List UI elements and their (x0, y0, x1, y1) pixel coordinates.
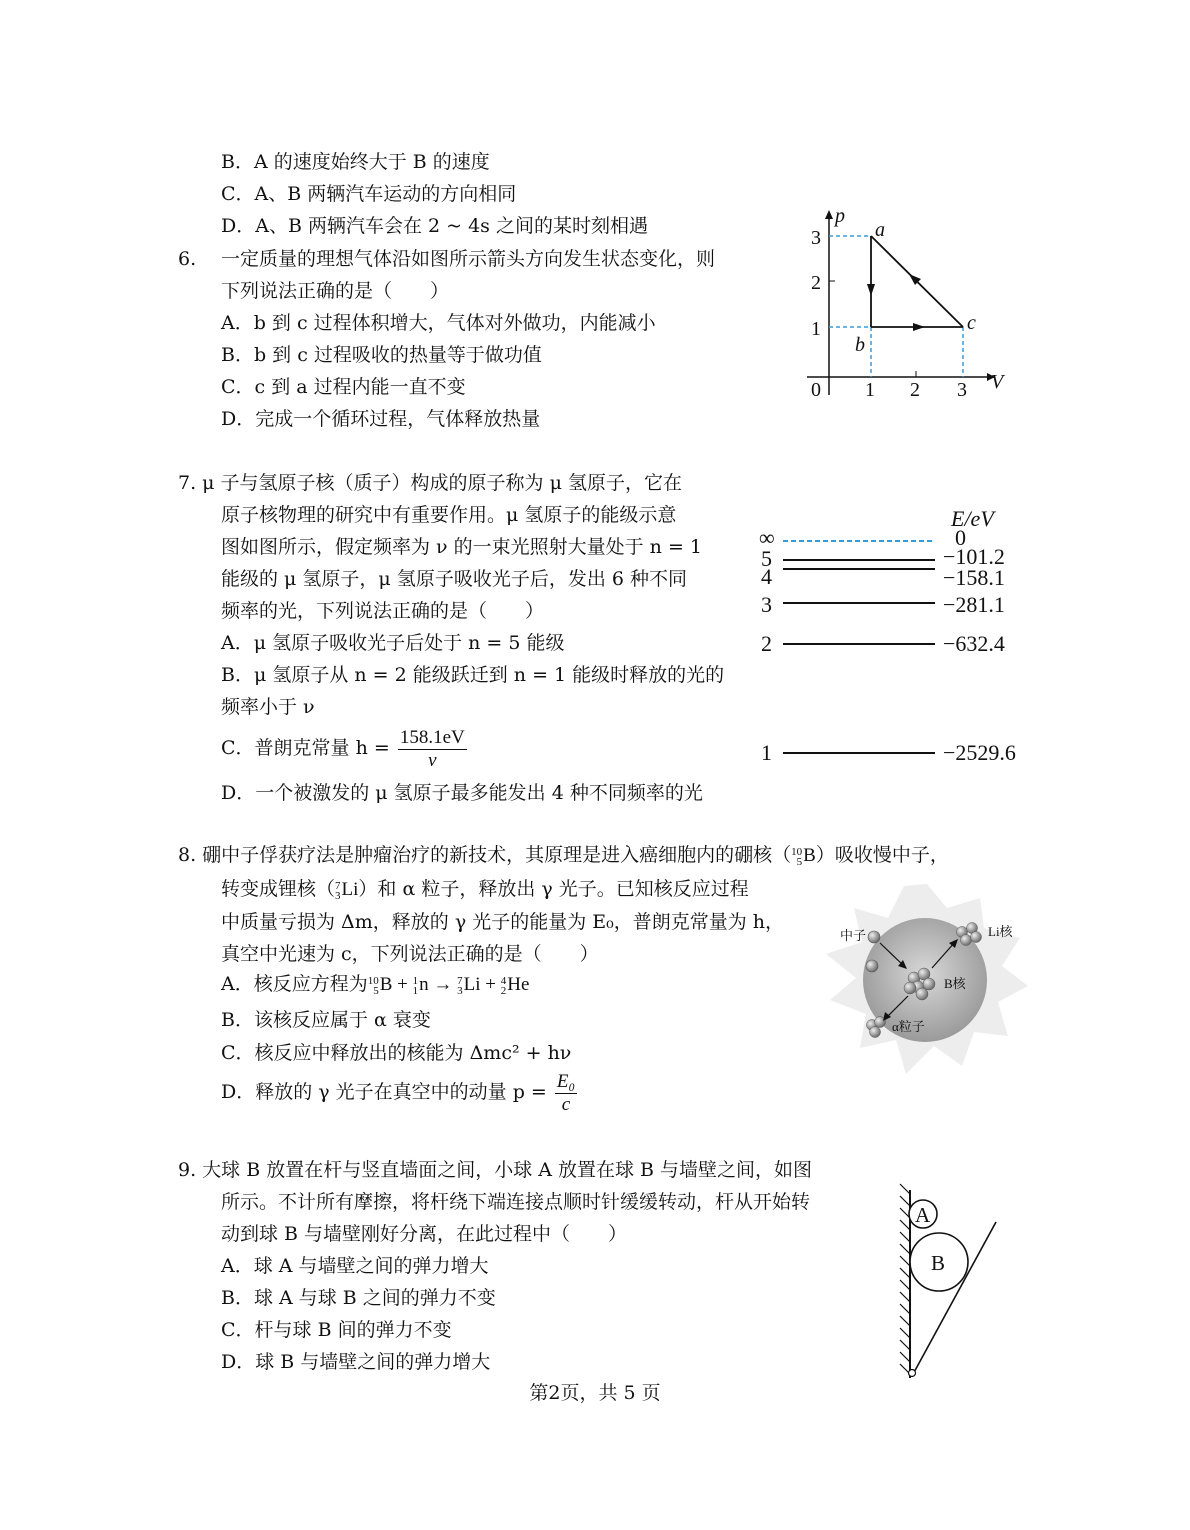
q7-option-a: A．μ 氢原子吸收光子后处于 n = 5 能级 (221, 632, 565, 654)
lithium-7-nuclide: 7 3Li (335, 879, 359, 902)
boron-10-nuclide: 10 5B (791, 845, 816, 868)
q7-stem-line2: 原子核物理的研究中有重要作用。μ 氢原子的能级示意 (221, 504, 677, 526)
q7-fraction-numerator: 158.1eV (399, 726, 465, 748)
q8-stem-line1-part1: 8. 硼中子俘获疗法是肿瘤治疗的新技术，其原理是进入癌细胞内的硼核（ (178, 844, 792, 866)
li-nucleus-label: Li核 (988, 924, 1013, 939)
incoming-neutron (868, 931, 880, 943)
q7-stem-line1: 7. μ 子与氢原子核（质子）构成的原子称为 μ 氢原子，它在 (178, 472, 682, 494)
q7-option-c (221, 724, 469, 772)
q8-option-a (221, 972, 529, 997)
q9-option-d: D．球 B 与墙壁之间的弹力增大 (221, 1351, 491, 1373)
q8-bnct-diagram (822, 880, 1032, 1080)
q6-stem-line2: 下列说法正确的是（ ） (221, 280, 450, 302)
q7-option-b-line2: 频率小于 ν (221, 696, 315, 718)
q6-stem-line1: 一定质量的理想气体沿如图所示箭头方向发生状态变化，则 (221, 248, 716, 270)
q8-option-d-prefix: D．释放的 γ 光子在真空中的动量 p = (221, 1081, 547, 1103)
q8-option-a-prefix: A．核反应方程为 (221, 973, 368, 995)
v-tick-1: 1 (865, 379, 875, 401)
q9-stem-line2: 所示。不计所有摩擦，将杆绕下端连接点顺时针缓缓转动，杆从开始转 (221, 1191, 811, 1213)
level-3-e: −281.1 (943, 592, 1005, 617)
q7-option-b-line1: B．μ 氢原子从 n = 2 能级跃迁到 n = 1 能级时释放的光的 (221, 664, 725, 686)
q6-option-d: D．完成一个循环过程，气体释放热量 (221, 408, 541, 430)
p-tick-3: 3 (811, 227, 821, 249)
q5-option-b: B．A 的速度始终大于 B 的速度 (221, 151, 490, 173)
level-5-e: −101.2 (943, 544, 1005, 569)
q8-option-d (221, 1068, 579, 1116)
q8-stem-line1 (178, 843, 949, 868)
page-number: 第2页，共 5 页 (529, 1382, 661, 1404)
level-2-e: −632.4 (943, 631, 1005, 656)
q6-option-b: B．b 到 c 过程吸收的热量等于做功值 (221, 344, 542, 366)
q8-stem-line1-part2: ）吸收慢中子， (815, 844, 949, 866)
q6-number: 6. (178, 248, 197, 270)
p-tick-1: 1 (811, 318, 821, 340)
level-inf-n: ∞ (759, 525, 775, 550)
q8-option-b: B．该核反应属于 α 衰变 (221, 1009, 431, 1031)
level-2-n: 2 (761, 631, 772, 656)
rod-pivot (909, 1370, 916, 1377)
point-a-label: a (875, 219, 885, 241)
q8-fraction-denominator: c (561, 1093, 571, 1115)
level-3-n: 3 (761, 592, 772, 617)
q8-stem-line2-part1: 转变成锂核（ (221, 878, 336, 900)
v-tick-3: 3 (957, 379, 967, 401)
level-inf-e: 0 (955, 525, 966, 550)
q9-stem-line3: 动到球 B 与墙壁刚好分离，在此过程中（ ） (221, 1223, 628, 1245)
q9-option-c: C．杆与球 B 间的弹力不变 (221, 1319, 452, 1341)
point-c-label: c (967, 312, 976, 334)
p-axis-arrow (825, 210, 833, 219)
ball-b-label: B (931, 1251, 946, 1275)
q7-fraction-denominator: ν (428, 749, 437, 771)
p-tick-2: 2 (811, 272, 821, 294)
alpha-label: α粒子 (892, 1019, 925, 1034)
q6-pv-diagram (795, 200, 1015, 410)
v-label: V (991, 371, 1004, 393)
q8-fraction (555, 1071, 577, 1116)
q7-energy-level-diagram (755, 500, 1045, 780)
neutron-label: 中子 (840, 928, 867, 943)
level-1-e: −2529.6 (943, 740, 1016, 765)
q9-option-b: B．球 A 与球 B 之间的弹力不变 (221, 1287, 496, 1309)
q5-option-c: C．A、B 两辆汽车运动的方向相同 (221, 183, 517, 205)
point-b-label: b (855, 334, 865, 356)
origin-label: 0 (811, 379, 821, 401)
q8-stem-line3: 中质量亏损为 Δm，释放的 γ 光子的能量为 E₀，普朗克常量为 h， (221, 911, 785, 933)
p-label: p (835, 205, 845, 227)
level-5-n: 5 (761, 546, 772, 571)
q7-stem-line5: 频率的光，下列说法正确的是（ ） (221, 600, 545, 622)
q8-option-c: C．核反应中释放出的核能为 Δmc² + hν (221, 1042, 572, 1064)
q6-option-c: C．c 到 a 过程内能一直不变 (221, 376, 466, 398)
q6-option-a: A．b 到 c 过程体积增大，气体对外做功，内能减小 (221, 312, 656, 334)
q9-option-a: A．球 A 与墙壁之间的弹力增大 (221, 1255, 489, 1277)
q8-stem-line2-part2: ）和 α 粒子，释放出 γ 光子。已知核反应过程 (358, 878, 749, 900)
level-4-n: 4 (761, 564, 772, 589)
q8-fraction-numerator: E₀ (556, 1070, 576, 1092)
ball-a-label: A (915, 1203, 931, 1227)
q7-option-c-prefix: C．普朗克常量 h = (221, 737, 390, 759)
q7-stem-line3: 图如图所示，假定频率为 ν 的一束光照射大量处于 n = 1 (221, 536, 702, 558)
q5-option-d: D．A、B 两辆汽车会在 2 ~ 4s 之间的某时刻相遇 (221, 215, 648, 237)
energy-unit-label: E/eV (951, 506, 994, 531)
neutron-2 (866, 960, 878, 972)
q9-balls-diagram (880, 1180, 1010, 1385)
q8-stem-line4: 真空中光速为 c，下列说法正确的是（ ） (221, 943, 599, 965)
level-4-e: −158.1 (943, 565, 1005, 590)
b-nucleus-label: B核 (944, 976, 966, 991)
level-1-n: 1 (761, 740, 772, 765)
v-tick-2: 2 (910, 379, 920, 401)
nuclear-equation: 10 5B + 1 1n → 7 3Li + 4 2He (367, 974, 530, 997)
q7-stem-line4: 能级的 μ 氢原子，μ 氢原子吸收光子后，发出 6 种不同 (221, 568, 687, 590)
q9-stem-line1: 9. 大球 B 放置在杆与竖直墙面之间，小球 A 放置在球 B 与墙壁之间，如图 (178, 1159, 813, 1181)
q7-option-d: D．一个被激发的 μ 氢原子最多能发出 4 种不同频率的光 (221, 782, 703, 804)
q7-fraction (398, 727, 467, 772)
q8-stem-line2 (221, 877, 749, 902)
